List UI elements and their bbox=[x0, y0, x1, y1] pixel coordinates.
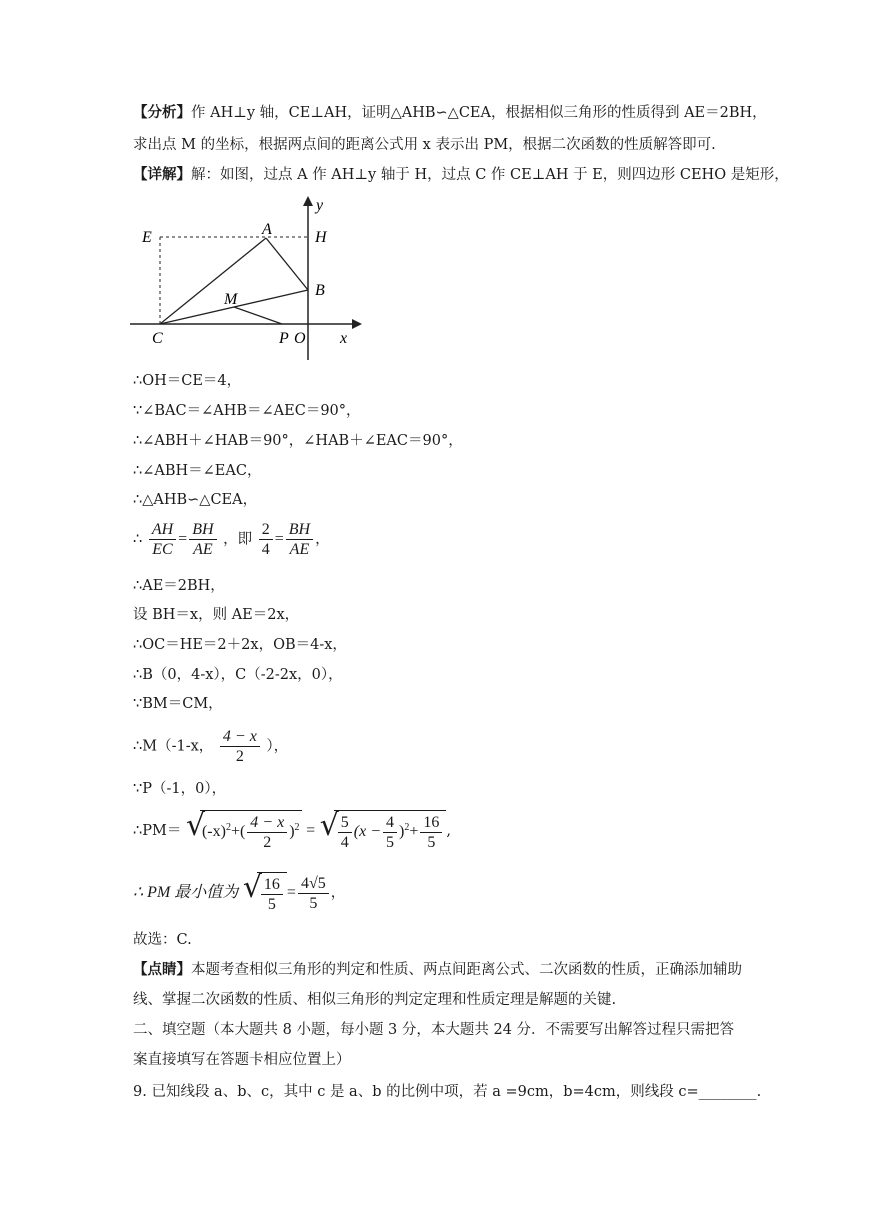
comment-tag: 【点睛】 bbox=[133, 961, 191, 978]
fraction-4rt5-5 bbox=[298, 874, 329, 913]
m-coord-line bbox=[133, 727, 288, 766]
frac-den: 4 bbox=[340, 834, 349, 851]
step-8: ∴OC＝HE＝2＋2x，OB＝4-x， bbox=[133, 637, 347, 653]
frac-num: 16 bbox=[420, 813, 442, 833]
detail-text: 解：如图，过点 A 作 AH⊥y 轴于 H，过点 C 作 CE⊥AH 于 E，则四边形 CEHO 是矩形， bbox=[191, 167, 789, 183]
fraction-4-x-2b bbox=[247, 813, 287, 852]
frac-num: BH bbox=[189, 520, 216, 540]
fraction-bh-ae-2 bbox=[286, 520, 313, 559]
ratio-line: ∴ $\frac{AH}{EC}$ = $\frac{BH}{AE}$ ，即 $\frac{2}{4}$ = $\frac{BH}{AE}$ ， bbox=[133, 521, 330, 558]
analysis-text-1: 作 AH⊥y 轴，CE⊥AH，证明△AHB∽△CEA，根据相似三角形的性质得到 AE＝2BH， bbox=[191, 105, 767, 121]
geometry-figure bbox=[130, 192, 365, 364]
detail-tag: 【详解】 bbox=[133, 166, 191, 183]
frac-num: 2 bbox=[259, 520, 273, 540]
step-2: ∵∠BAC＝∠AHB＝∠AEC＝90°， bbox=[133, 403, 361, 419]
fraction-4-x-2 bbox=[220, 727, 260, 766]
frac-num: BH bbox=[286, 520, 313, 540]
step-4: ∴∠ABH＝∠EAC， bbox=[133, 463, 262, 479]
frac-num: 4 − x bbox=[247, 813, 287, 833]
fraction-2-4 bbox=[259, 520, 273, 559]
radical-3 bbox=[243, 872, 287, 914]
question-9: 9. 已知线段 a、b、c，其中 c 是 a、b 的比例中项，若 a =9cm，b=4cm，则线段 c=________. bbox=[133, 1084, 762, 1100]
pm-min-line bbox=[133, 872, 345, 914]
frac-num: AH bbox=[149, 520, 176, 540]
segment-ca bbox=[160, 238, 266, 324]
step-5: ∴△AHB∽△CEA， bbox=[133, 492, 258, 508]
y-axis-arrow bbox=[303, 196, 313, 206]
analysis-line-2: 求出点 M 的坐标，根据两点间的距离公式用 x 表示出 PM，根据二次函数的性质解答即可. bbox=[133, 137, 716, 153]
fraction-16-5b bbox=[261, 875, 283, 914]
section-heading: 二、填空题（本大题共 8 小题，每小题 3 分，本大题共 24 分．不需要写出解答过程只需把答案直接填写在答题卡相应位置上） bbox=[133, 1022, 735, 1068]
frac-den: 5 bbox=[386, 834, 395, 851]
frac-den: 2 bbox=[235, 748, 244, 765]
pm-close2: ) bbox=[399, 823, 405, 841]
frac-den: 5 bbox=[427, 834, 436, 851]
label-E: E bbox=[142, 229, 152, 246]
pm-plus: +( bbox=[230, 823, 246, 841]
label-A: A bbox=[262, 221, 272, 238]
m-suffix: ）， bbox=[266, 738, 289, 755]
label-C: C bbox=[152, 330, 163, 347]
answer-line: 故选：C. bbox=[133, 932, 192, 948]
label-y: y bbox=[316, 197, 324, 214]
radical-sign: √ bbox=[319, 808, 339, 843]
ratio-suffix: ， bbox=[315, 531, 330, 548]
frac-den: AE bbox=[193, 541, 213, 558]
segment-ab bbox=[266, 238, 308, 290]
radical-sign: √ bbox=[185, 808, 206, 843]
analysis-tag: 【分析】 bbox=[133, 104, 191, 121]
pm-prefix: ∴PM＝ bbox=[133, 823, 182, 839]
frac-den: AE bbox=[289, 541, 310, 558]
radical-2 bbox=[320, 810, 447, 852]
m-prefix: ∴M（-1-x， bbox=[133, 738, 214, 755]
frac-num: 4 bbox=[383, 813, 397, 833]
analysis-line-1 bbox=[133, 103, 767, 123]
radical-1 bbox=[186, 810, 302, 852]
pm-term1: (-x) bbox=[201, 823, 226, 841]
pm-min-suffix: ， bbox=[330, 885, 346, 901]
fraction-4-5 bbox=[383, 813, 397, 852]
label-P: P bbox=[279, 330, 289, 347]
pm-min-prefix: ∴ PM 最小值为 bbox=[133, 884, 239, 901]
pm-suffix: , bbox=[446, 823, 451, 839]
step-1: ∴OH＝CE＝4， bbox=[133, 373, 242, 389]
label-M: M bbox=[224, 291, 238, 308]
pm-min-eq: = bbox=[286, 884, 296, 901]
frac-num: 4√5 bbox=[298, 874, 329, 894]
label-H: H bbox=[315, 229, 327, 246]
pm-mid: (x − bbox=[353, 823, 382, 841]
label-O: O bbox=[294, 330, 306, 347]
frac-den: 4 bbox=[261, 541, 270, 558]
frac-den: 5 bbox=[309, 894, 318, 912]
step-9: ∴B（0，4-x），C（-2-2x，0）， bbox=[133, 667, 343, 683]
fraction-5-4 bbox=[338, 813, 352, 852]
pm-close: ) bbox=[289, 823, 295, 841]
fraction-ah-ec bbox=[149, 520, 176, 559]
pm-line bbox=[133, 810, 451, 852]
pm-sq: 2 bbox=[225, 821, 231, 833]
pm-plus2: + bbox=[409, 823, 419, 841]
step-7: 设 BH＝x，则 AE＝2x， bbox=[133, 607, 300, 623]
pm-eq: = bbox=[306, 822, 316, 839]
step-6: ∴AE＝2BH， bbox=[133, 578, 225, 594]
frac-den: 5 bbox=[267, 896, 276, 913]
frac-num: 5 bbox=[338, 813, 352, 833]
frac-den: 2 bbox=[263, 834, 272, 851]
ratio-prefix: ∴ bbox=[133, 531, 143, 548]
comment-paragraph bbox=[133, 955, 743, 1015]
x-axis-arrow bbox=[352, 319, 362, 329]
pm-sq3: 2 bbox=[404, 821, 410, 833]
pm-sq2: 2 bbox=[294, 821, 300, 833]
label-B: B bbox=[315, 282, 325, 299]
frac-num: 16 bbox=[261, 875, 283, 895]
fraction-16-5 bbox=[420, 813, 442, 852]
segment-mp bbox=[234, 307, 282, 324]
detail-line bbox=[133, 165, 789, 185]
step-3: ∴∠ABH＋∠HAB＝90°，∠HAB＋∠EAC＝90°， bbox=[133, 433, 463, 449]
step-10: ∵BM＝CM， bbox=[133, 696, 223, 712]
fraction-bh-ae bbox=[189, 520, 216, 559]
p-coord-line: ∵P（-1，0）， bbox=[133, 781, 227, 797]
label-x: x bbox=[340, 330, 348, 347]
frac-num: 4 − x bbox=[220, 727, 260, 747]
radical-sign: √ bbox=[242, 870, 263, 905]
ratio-mid: ，即 bbox=[223, 531, 253, 548]
comment-text: 本题考查相似三角形的判定和性质、两点间距离公式、二次函数的性质，正确添加辅助线、掌握二次函数的性质、相似三角形的判定定理和性质定理是解题的关键. bbox=[133, 962, 742, 1008]
frac-den: EC bbox=[152, 541, 173, 558]
